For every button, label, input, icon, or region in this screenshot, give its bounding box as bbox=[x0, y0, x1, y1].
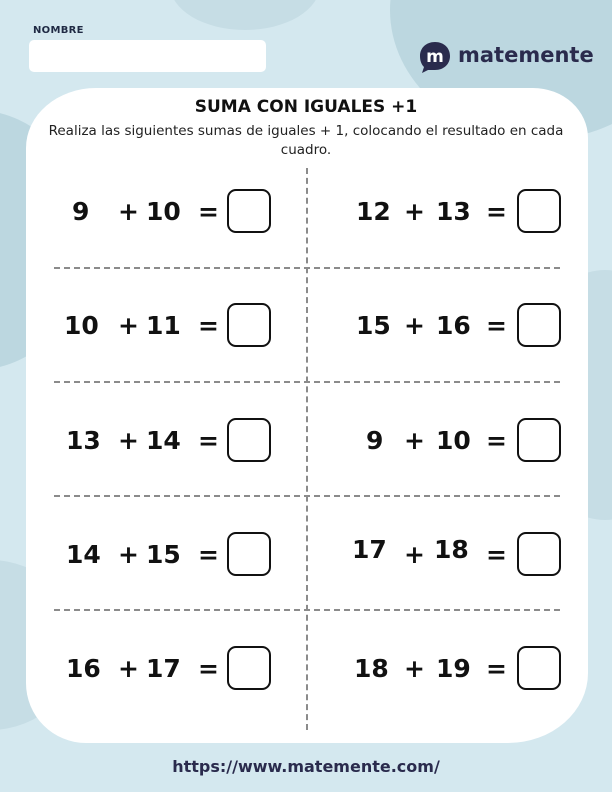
addend-b: 13 bbox=[436, 197, 471, 226]
brand-name: matemente bbox=[458, 43, 594, 67]
equals-sign: = bbox=[198, 426, 219, 455]
equals-sign: = bbox=[198, 654, 219, 683]
plus-sign: + bbox=[404, 654, 425, 683]
plus-sign: + bbox=[118, 426, 139, 455]
answer-box[interactable] bbox=[517, 303, 561, 347]
problem-left-5 bbox=[0, 646, 300, 696]
equals-sign: = bbox=[486, 654, 507, 683]
row-divider bbox=[54, 495, 560, 497]
answer-box[interactable] bbox=[227, 303, 271, 347]
addend-a: 15 bbox=[356, 311, 391, 340]
addend-a: 14 bbox=[66, 540, 101, 569]
plus-sign: + bbox=[118, 311, 139, 340]
addend-b: 14 bbox=[146, 426, 181, 455]
addend-b: 16 bbox=[436, 311, 471, 340]
addend-b: 18 bbox=[434, 535, 469, 564]
addend-b: 19 bbox=[436, 654, 471, 683]
problem-right-1 bbox=[306, 189, 606, 239]
problem-right-3 bbox=[306, 418, 606, 468]
name-label: NOMBRE bbox=[33, 25, 84, 36]
problem-left-1 bbox=[0, 189, 300, 239]
equals-sign: = bbox=[486, 197, 507, 226]
addend-a: 9 bbox=[366, 426, 384, 455]
plus-sign: + bbox=[404, 426, 425, 455]
addend-b: 11 bbox=[146, 311, 181, 340]
problem-right-2 bbox=[306, 303, 606, 353]
answer-box[interactable] bbox=[517, 189, 561, 233]
problem-right-4 bbox=[306, 532, 606, 582]
addend-a: 9 bbox=[72, 197, 90, 226]
plus-sign: + bbox=[118, 197, 139, 226]
plus-sign: + bbox=[404, 540, 425, 569]
addend-a: 12 bbox=[356, 197, 391, 226]
answer-box[interactable] bbox=[227, 532, 271, 576]
plus-sign: + bbox=[118, 540, 139, 569]
equals-sign: = bbox=[486, 311, 507, 340]
background-blob bbox=[170, 0, 320, 30]
addend-b: 10 bbox=[436, 426, 471, 455]
plus-sign: + bbox=[118, 654, 139, 683]
addend-a: 16 bbox=[66, 654, 101, 683]
equals-sign: = bbox=[198, 197, 219, 226]
row-divider bbox=[54, 609, 560, 611]
row-divider bbox=[54, 381, 560, 383]
addend-a: 10 bbox=[64, 311, 99, 340]
answer-box[interactable] bbox=[227, 189, 271, 233]
plus-sign: + bbox=[404, 311, 425, 340]
footer-url[interactable]: https://www.matemente.com/ bbox=[172, 757, 440, 776]
problem-left-2 bbox=[0, 303, 300, 353]
equals-sign: = bbox=[198, 540, 219, 569]
instructions: Realiza las siguientes sumas de iguales + 1, colocando el resultado en cada cuadro. bbox=[48, 123, 564, 158]
equals-sign: = bbox=[486, 426, 507, 455]
equals-sign: = bbox=[486, 540, 507, 569]
addend-a: 17 bbox=[352, 535, 387, 564]
addend-b: 17 bbox=[146, 654, 181, 683]
row-divider bbox=[54, 267, 560, 269]
equals-sign: = bbox=[198, 311, 219, 340]
name-field[interactable] bbox=[29, 40, 266, 72]
brand-letter: m bbox=[426, 47, 444, 67]
addend-b: 15 bbox=[146, 540, 181, 569]
answer-box[interactable] bbox=[517, 418, 561, 462]
answer-box[interactable] bbox=[517, 532, 561, 576]
problem-right-5 bbox=[306, 646, 606, 696]
answer-box[interactable] bbox=[517, 646, 561, 690]
problem-left-4 bbox=[0, 532, 300, 582]
problem-left-3 bbox=[0, 418, 300, 468]
plus-sign: + bbox=[404, 197, 425, 226]
addend-b: 10 bbox=[146, 197, 181, 226]
answer-box[interactable] bbox=[227, 646, 271, 690]
worksheet-title: SUMA CON IGUALES +1 bbox=[194, 97, 418, 117]
brand-bubble-icon bbox=[418, 40, 452, 74]
addend-a: 13 bbox=[66, 426, 101, 455]
addend-a: 18 bbox=[354, 654, 389, 683]
answer-box[interactable] bbox=[227, 418, 271, 462]
